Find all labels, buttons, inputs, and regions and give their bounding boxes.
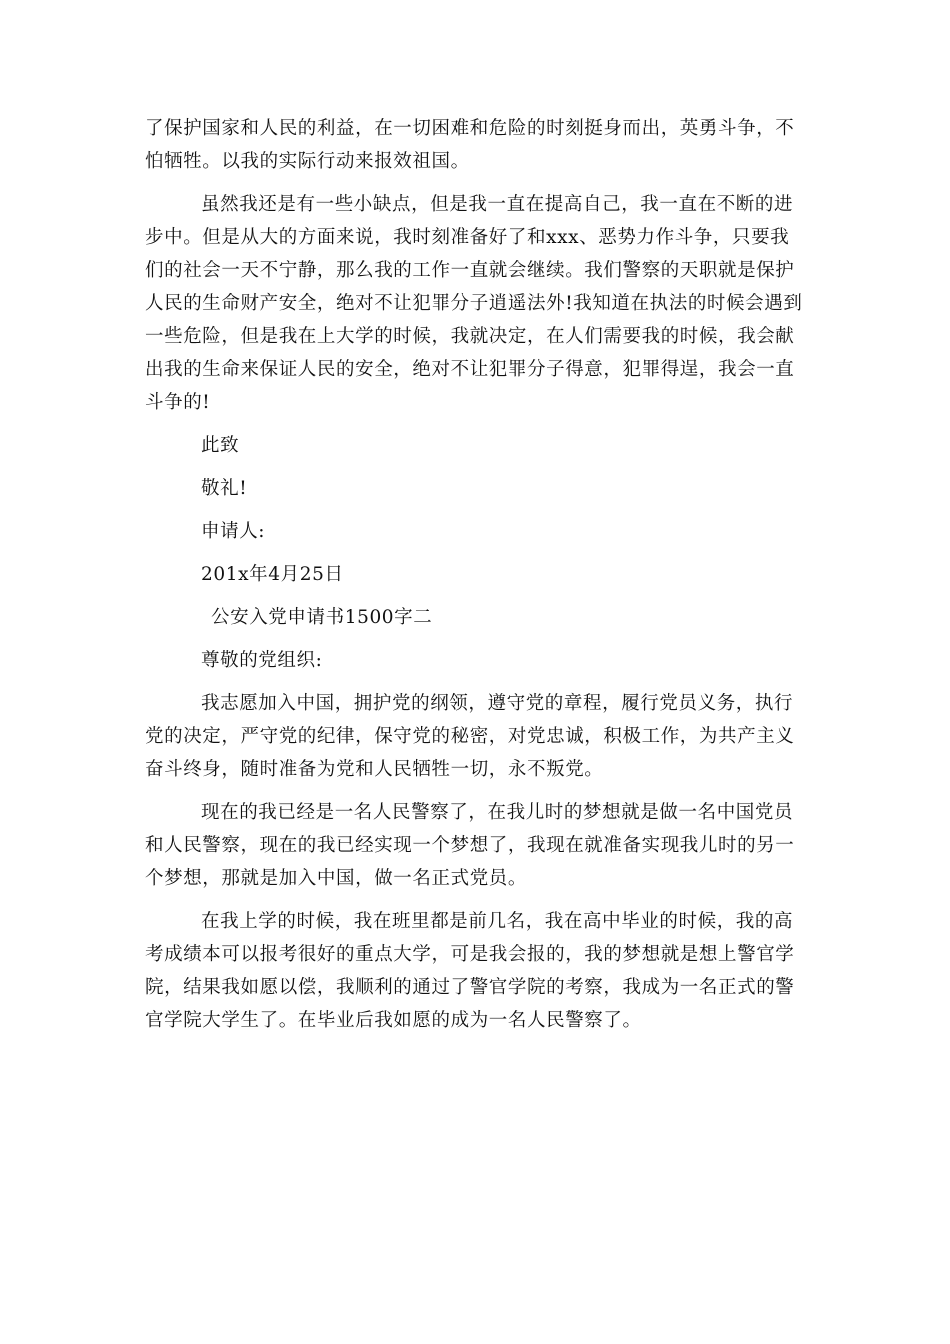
paragraph-dream: 现在的我已经是一名人民警察了，在我儿时的梦想就是做一名中国党员和人民警察，现在的我已经实现一个梦想了，我现在就准备实现我儿时的另一个梦想，那就是加入中国，做一名正式党员。 bbox=[145, 802, 795, 889]
paragraph-pledge: 我志愿加入中国，拥护党的纲领，遵守党的章程，履行党员义务，执行党的决定，严守党的纪律，保守党的秘密，对党忠诚，积极工作，为共产主义奋斗终身，随时准备为党和人民牺牲一切，永不叛党。 bbox=[145, 693, 795, 780]
document-body bbox=[145, 112, 805, 1047]
paragraph-shortcomings: 虽然我还是有一些小缺点，但是我一直在提高自己，我一直在不断的进步中。但是从大的方面来说，我时刻准备好了和xxx、恶势力作斗争，只要我们的社会一天不宁静，那么我的工作一直就会继续。我们警察的天职就是保护人民的生命财产安全，绝对不让犯罪分子逍遥法外!我知道在执法的时候会遇到一些危险，但是我在上大学的时候，我就决定，在人们需要我的时候，我会献出我的生命来保证人民的安全，绝对不让犯罪分子得意，犯罪得逞，我会一直斗争的! bbox=[145, 194, 803, 413]
letter-date: 201x年4月25日 bbox=[201, 564, 344, 585]
closing-salute: 敬礼! bbox=[201, 478, 248, 499]
salutation: 尊敬的党组织: bbox=[201, 650, 323, 671]
paragraph-education: 在我上学的时候，我在班里都是前几名，我在高中毕业的时候，我的高考成绩本可以报考很好的重点大学，可是我会报的，我的梦想就是想上警官学院，结果我如愿以偿，我顺利的通过了警官学院的考察，我成为一名正式的警官学院大学生了。在毕业后我如愿的成为一名人民警察了。 bbox=[145, 911, 795, 1031]
closing-greeting: 此致 bbox=[201, 435, 240, 456]
applicant-label: 申请人: bbox=[201, 521, 266, 542]
paragraph-continuation: 了保护国家和人民的利益，在一切困难和危险的时刻挺身而出，英勇斗争，不怕牺牲。以我的实际行动来报效祖国。 bbox=[145, 118, 795, 172]
section-title: 公安入党申请书1500字二 bbox=[211, 607, 433, 628]
